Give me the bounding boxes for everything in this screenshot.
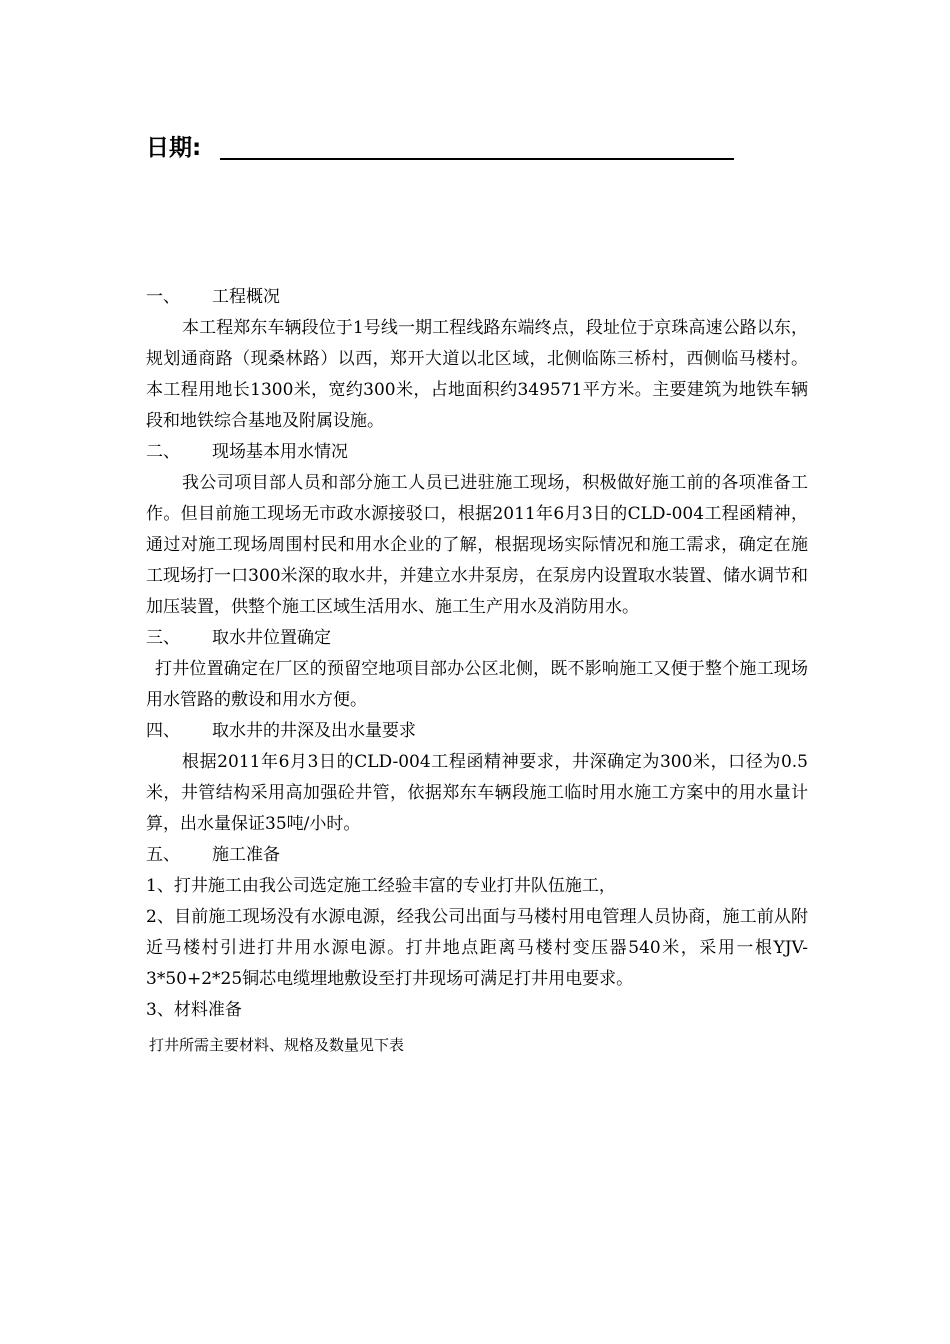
document-body [146,282,808,1061]
preparation-item-2: 2、目前施工现场没有水源电源，经我公司出面与马楼村用电管理人员协商，施工前从附近马楼村引进打井用水源电源。打井地点距离马楼村变压器540米，采用一根YJV-3*50+2*25铜芯电缆埋地敷设至打井现场可满足打井用电要求。 [146,907,808,989]
section-number: 二、 [146,442,180,462]
section-number: 五、 [146,845,180,865]
preparation-item-3: 3、材料准备 [146,1000,242,1020]
date-label: 日期: [146,135,202,161]
well-depth-paragraph: 根据2011年6月3日的CLD-004工程函精神要求，井深确定为300米，口径为0.5米，井管结构采用高加强砼井管，依据郑东车辆段施工临时用水施工方案中的用水量计算，出水量保证35吨/小时。 [146,752,808,834]
section-heading-overview [146,282,808,313]
section-number: 三、 [146,628,180,648]
overview-paragraph: 本工程郑东车辆段位于1号线一期工程线路东端终点，段址位于京珠高速公路以东，规划通商路（现桑林路）以西，郑开大道以北区域，北侧临陈三桥村，西侧临马楼村。本工程用地长1300米，宽约300米，占地面积约349571平方米。主要建筑为地铁车辆段和地铁综合基地及附属设施。 [146,318,808,431]
section-heading-well-location [146,623,808,654]
section-heading-well-depth [146,716,808,747]
well-location-paragraph: 打井位置确定在厂区的预留空地项目部办公区北侧，既不影响施工又便于整个施工现场用水管路的敷设和用水方便。 [146,659,808,710]
water-usage-paragraph: 我公司项目部人员和部分施工人员已进驻施工现场，积极做好施工前的各项准备工作。但目前施工现场无市政水源接驳口，根据2011年6月3日的CLD-004工程函精神，通过对施工现场周围村民和用水企业的了解，根据现场实际情况和施工需求，确定在施工现场打一口300米深的取水井，并建立水井泵房，在泵房内设置取水装置、储水调节和加压装置，供整个施工区域生活用水、施工生产用水及消防用水。 [146,473,808,617]
section-title: 取水井位置确定 [212,628,331,648]
section-title: 现场基本用水情况 [212,442,348,462]
section-number: 四、 [146,721,180,741]
section-heading-preparation [146,840,808,871]
materials-table-note: 打井所需主要材料、规格及数量见下表 [149,1036,405,1054]
section-number: 一、 [146,287,180,307]
section-title: 工程概况 [212,287,280,307]
preparation-item-1: 1、打井施工由我公司选定施工经验丰富的专业打井队伍施工， [146,876,616,896]
date-blank-line [220,158,734,160]
section-title: 取水井的井深及出水量要求 [212,721,416,741]
section-title: 施工准备 [212,845,280,865]
section-heading-water-usage [146,437,808,468]
